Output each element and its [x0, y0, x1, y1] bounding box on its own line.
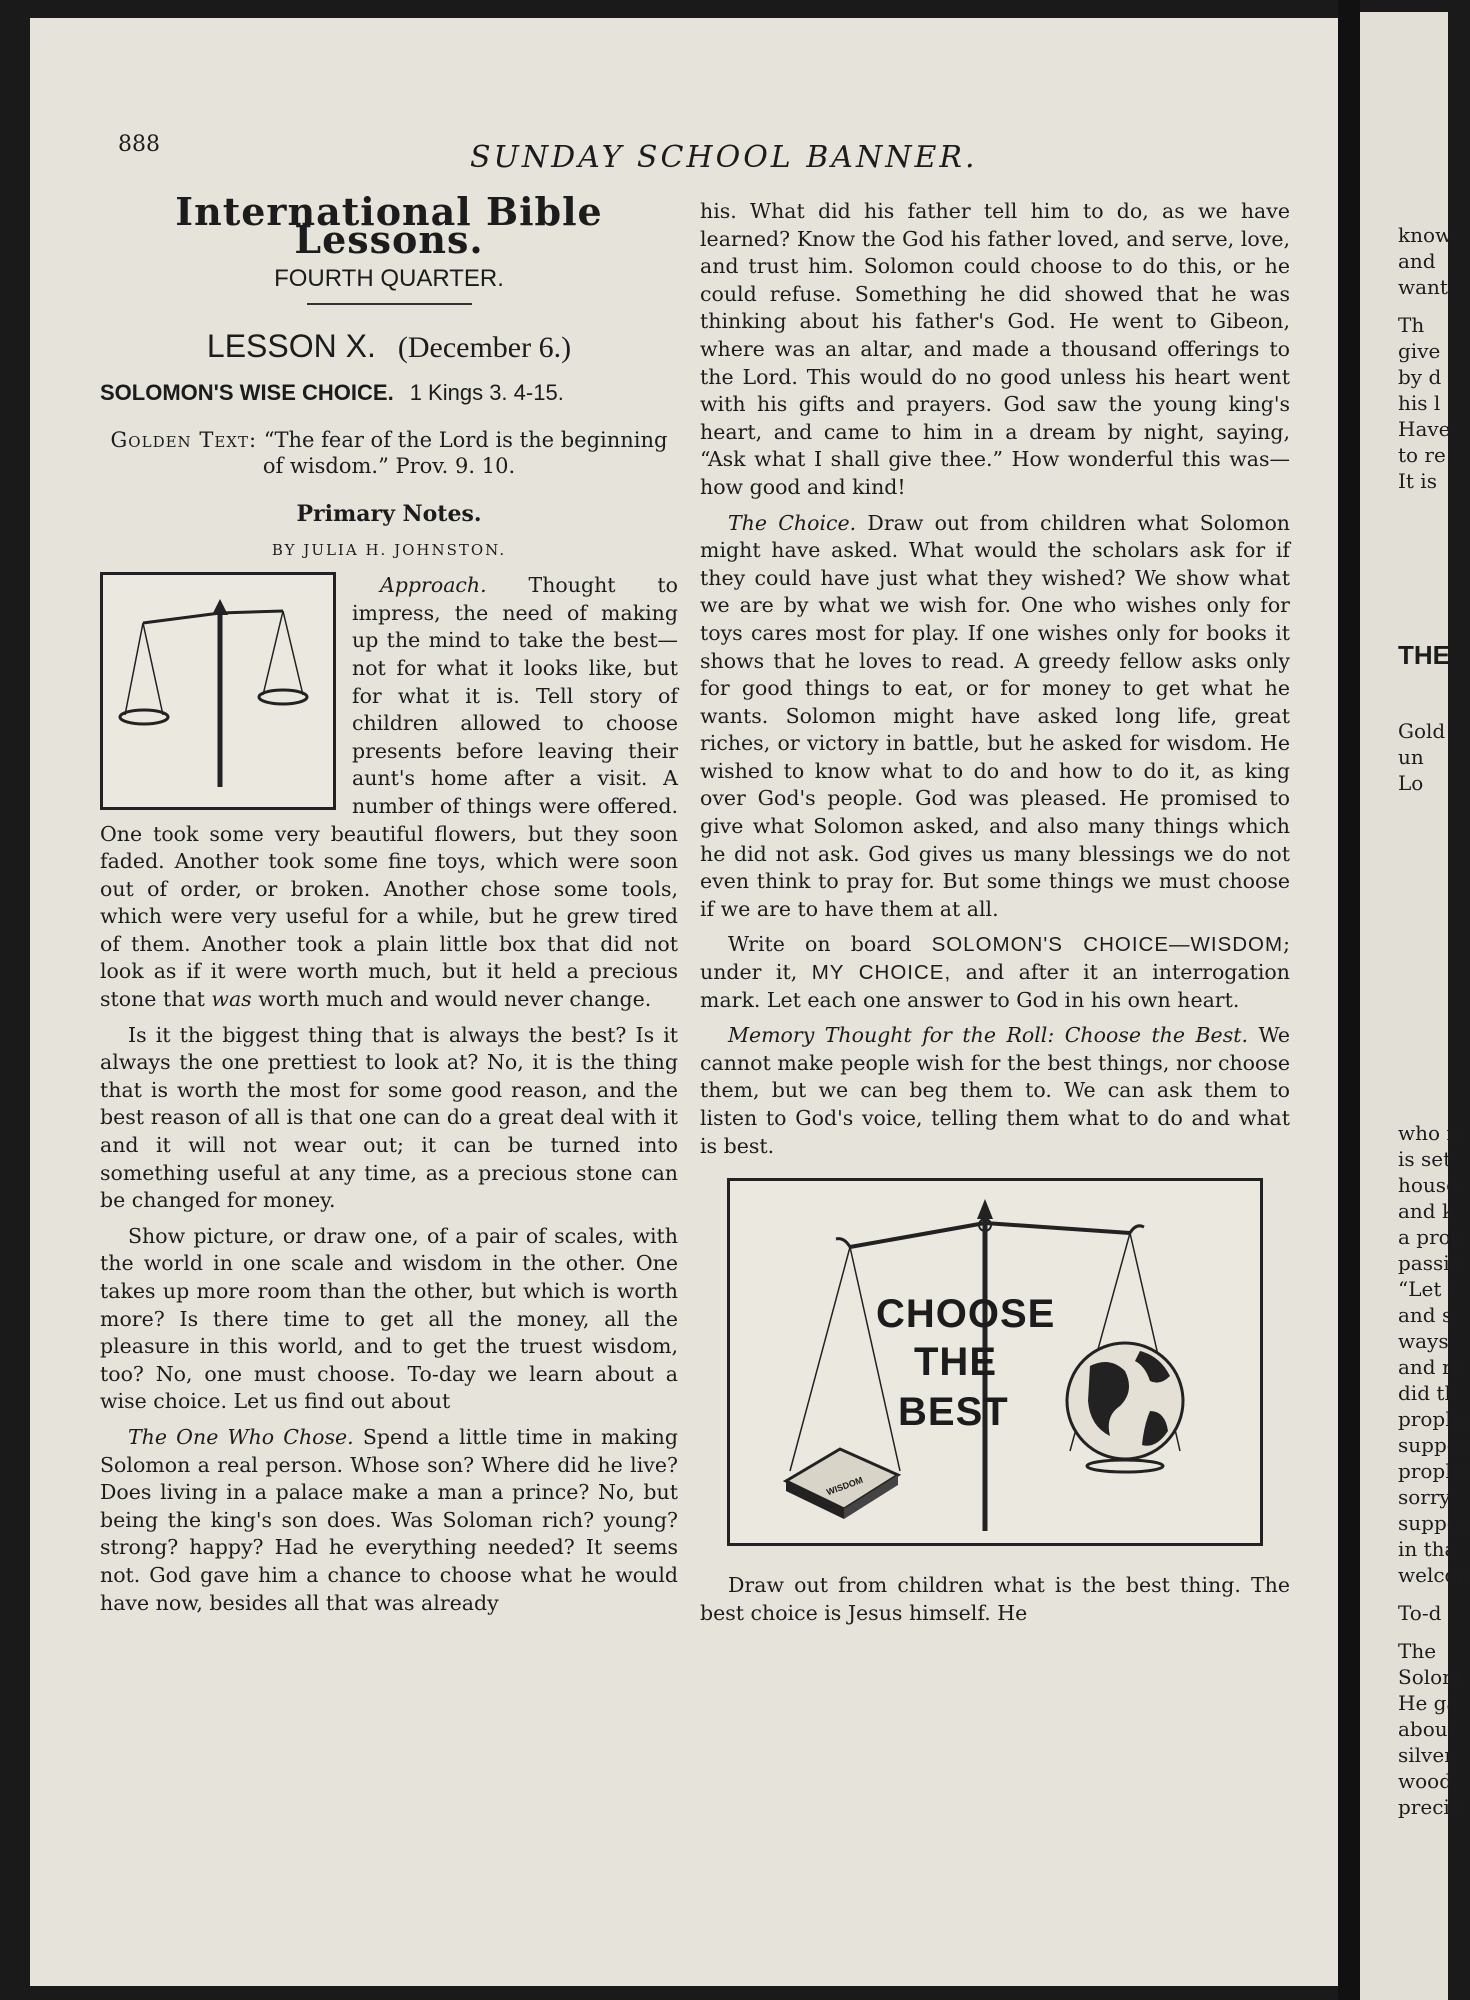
golden-text-label: Golden Text:: [110, 427, 258, 452]
paragraph-biggest-thing: Is it the biggest thing that is always the best? Is it always the one prettiest to look at? No, it is the thing that is worth the most for some good reason, and the best reason of all is that one can do a great deal with it and it will not wear out; it can be turned into something useful at any time, as a precious stone can be changed for money.: [100, 1022, 678, 1213]
memory-thought-label: Memory Thought for the Roll: Choose the Best.: [728, 1023, 1248, 1048]
paragraph-father: his. What did his father tell him to do, as we have learned? Know the God his father loved, and serve, love, and trust him. Solomon could choose to do this, or he could refuse. Something he did showed that he was thinking about his father's God. He went to Gibeon, where was an altar, and made a thousand offerings to the Lord. This would do no good unless his heart went with his gifts and prayers. God saw the young king's heart, and came to him in a dream by night, saying, “Ask what I shall give thee.” How wonderful this was—how good and kind!: [700, 199, 1290, 499]
running-head: SUNDAY SCHOOL BANNER.: [470, 140, 978, 175]
adjacent-page-fragment: house: [1398, 1173, 1458, 1197]
scripture-reference: 1 Kings 3. 4-15.: [409, 380, 564, 406]
adjacent-page-fragment: suppos: [1398, 1511, 1470, 1535]
book-gutter: [1338, 0, 1360, 2000]
golden-text-quote: “The fear of the Lord is the beginning of wisdom.” Prov. 9. 10.: [262, 427, 668, 478]
adjacent-page-fragment: Have: [1398, 417, 1451, 441]
adjacent-page-fragment: “Let t: [1398, 1277, 1456, 1301]
lesson-number: LESSON X.: [206, 327, 376, 364]
adjacent-page-fragment: It is: [1398, 469, 1437, 493]
adjacent-page-fragment: Gold: [1398, 719, 1446, 743]
page-number: 888: [118, 132, 160, 157]
board-text-1: Write on board: [728, 932, 912, 957]
adjacent-page-fragment: Th: [1398, 313, 1425, 337]
adjacent-page-fragment: THE: [1398, 640, 1450, 670]
right-column: [700, 198, 1290, 1635]
choose-the-best-illustration: [727, 1178, 1263, 1546]
adjacent-page-edge: [1360, 12, 1470, 2000]
one-who-chose-text: Spend a little time in making Solomon a real person. Whose son? Where did he live? Does living in a palace make a man a prince? No, but being the king's son does. Was Soloman rich? young? strong? happy? Had he everything needed? It seems not. God gave him a chance to choose what he would have now, besides all that was already: [100, 1424, 678, 1615]
adjacent-page-fragment: and: [1398, 249, 1436, 273]
adjacent-page-fragment: and k: [1398, 1199, 1455, 1223]
adjacent-page-fragment: a prop: [1398, 1225, 1464, 1249]
adjacent-page-fragment: To-d: [1398, 1601, 1442, 1625]
adjacent-page-fragment: suppos: [1398, 1433, 1470, 1457]
left-column: [100, 189, 678, 1625]
lesson-date: (December 6.): [397, 330, 572, 364]
adjacent-page-fragment: un: [1398, 745, 1424, 769]
adjacent-page-fragment: prophe: [1398, 1407, 1470, 1431]
adjacent-page-fragment: his l: [1398, 391, 1441, 415]
adjacent-page-fragment: sorry: [1398, 1485, 1451, 1509]
adjacent-page-fragment: precio: [1398, 1795, 1462, 1819]
adjacent-page-fragment: Solom: [1398, 1665, 1462, 1689]
golden-text: [100, 427, 678, 479]
board-text-3: and after it an interrogation mark. Let each one answer to God in his own heart.: [700, 960, 1290, 1012]
adjacent-page-fragment: who n: [1398, 1121, 1460, 1145]
approach-label: Approach.: [380, 573, 487, 598]
adjacent-page-fragment: in tha: [1398, 1537, 1457, 1561]
adjacent-page-fragment: ways: [1398, 1329, 1449, 1353]
one-who-chose-label: The One Who Chose.: [128, 1424, 354, 1449]
board-caps-1: SOLOMON'S CHOICE—WISDOM: [931, 933, 1284, 957]
lesson-heading: [100, 327, 678, 364]
quarter-heading: FOURTH QUARTER.: [274, 265, 504, 293]
adjacent-page-fragment: wood.: [1398, 1769, 1459, 1793]
adjacent-page-fragment: Lo: [1398, 771, 1424, 795]
approach-was: was: [211, 987, 252, 1012]
adjacent-page-fragment: passin: [1398, 1251, 1463, 1275]
notes-heading: Primary Notes.: [296, 500, 482, 527]
adjacent-page-fragment: He ga: [1398, 1691, 1459, 1715]
adjacent-page-fragment: prophe: [1398, 1459, 1470, 1483]
approach-end: worth much and would never change.: [258, 987, 652, 1012]
section-title: International Bible Lessons.: [175, 189, 603, 262]
adjacent-page-fragment: and re: [1398, 1355, 1464, 1379]
adjacent-page-fragment: did th: [1398, 1381, 1458, 1405]
memory-thought-text: We cannot make people wish for the best things, nor choose them, but we can beg them to. We can ask them to listen to God's voice, telling them what to do and what is best.: [700, 1023, 1290, 1158]
adjacent-page-fragment: is set: [1398, 1147, 1452, 1171]
adjacent-page-fragment: The: [1398, 1639, 1437, 1663]
board-instruction: [700, 931, 1290, 1014]
choice-label: The Choice.: [728, 510, 857, 535]
board-text-2: ; under it,: [700, 932, 1290, 985]
adjacent-page-fragment: by d: [1398, 365, 1442, 389]
divider-rule: [307, 303, 472, 305]
adjacent-page-fragment: welcon: [1398, 1563, 1470, 1587]
approach-text: Thought to impress, the need of making up the mind to take the best—not for what it looks like, but for what it is. Tell story of children allowed to choose presents before leaving their aunt's home after a visit. A number of things were offered. One took some very beautiful flowers, but they soon faded. Another took some fine toys, which were soon out of order, or broken. Another chose some tools, which were very useful for a while, but he grew tired of them. Another took a plain little box that did not look as if it were worth much, but it held a precious stone that: [100, 573, 678, 1012]
adjacent-page-fragment: silver,: [1398, 1743, 1458, 1767]
adjacent-page-fragment: give: [1398, 339, 1441, 363]
picture-line-choose: CHOOSE: [876, 1292, 1056, 1337]
adjacent-page-fragment: want: [1398, 275, 1448, 299]
paragraph-scales: Show picture, or draw one, of a pair of scales, with the world in one scale and wisdom in the other. One takes up more room than the other, but which is worth more? Is there time to get all the money, all the pleasure in this world, and to get the truest wisdom, too? No, one must choose. To-day we learn about a wise choice. Let us find out about: [100, 1223, 678, 1414]
topic-title: SOLOMON'S WISE CHOICE.: [100, 380, 394, 406]
adjacent-page-fragment: and s: [1398, 1303, 1453, 1327]
closing-paragraph: Draw out from children what is the best thing. The best choice is Jesus himself. He: [700, 1573, 1290, 1625]
board-caps-2: MY CHOICE,: [811, 961, 952, 985]
lesson-topic: [100, 379, 678, 407]
adjacent-page-fragment: to re: [1398, 443, 1446, 467]
scales-illustration: [100, 572, 336, 810]
choice-text: Draw out from children what Solomon might have asked. What would the scholars ask for if they could have just what they wished? We show what we are by what we wish for. One who wishes only for toys cares most for play. If one wishes only for books it shows that he loves to read. A greedy fellow asks only for good things to eat, or for money to get what he wants. Solomon might have asked long life, great riches, or victory in battle, but he asked for wisdom. He wished to know what to do and how to do it, as king over God's people. God was pleased. He promised to give what Solomon asked, and also many things which he did not ask. God gives us many blessings we do not even think to pray for. But some things we must choose if we are to have them at all.: [700, 510, 1290, 921]
adjacent-page-fragment: about: [1398, 1717, 1456, 1741]
picture-line-best: BEST: [898, 1390, 1009, 1435]
byline: BY JULIA H. JOHNSTON.: [271, 540, 507, 559]
wisdom-book-label: WISDOM: [825, 1475, 865, 1498]
adjacent-page-fragment: know: [1398, 223, 1453, 247]
balance-scales-icon: [103, 575, 333, 807]
picture-line-the: THE: [914, 1340, 997, 1385]
